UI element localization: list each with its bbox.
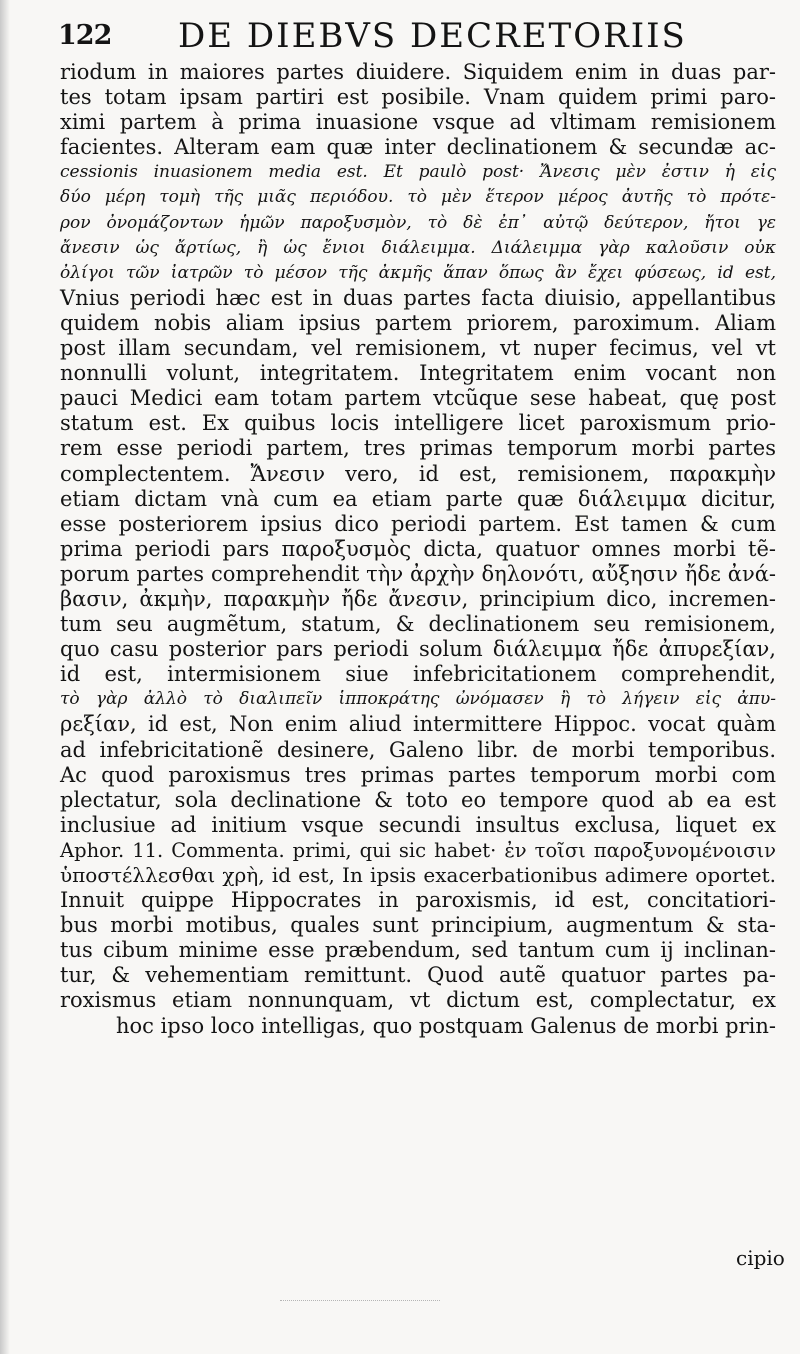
text-line: tum seu augmẽtum, statum, & declinationem seu remisionem, [60, 612, 776, 637]
text-line: ximi partem à prima inuasione vsque ad vltimam remisionem [60, 110, 776, 135]
text-line: βασιν, ἀκμὴν, παρακμὴν ἤδε ἄνεσιν, principium dico, incremen- [60, 586, 776, 611]
text-line: post illam secundam, vel remisionem, vt nuper fecimus, vel vt [60, 336, 776, 361]
text-line: cessionis inuasionem media est. Et paulò post· Ἄνεσις μὲν ἐστιν ἡ εἰς [60, 162, 776, 183]
text-line: facientes. Alteram eam quæ inter declinationem & secundæ ac- [60, 135, 776, 160]
text-line: δύο μέρη τομὴ τῆς μιᾶς περιόδου. τὸ μὲν ἕτερον μέρος ἀυτῆς τὸ πρότε- [60, 187, 776, 208]
text-line: tes totam ipsam partiri est posibile. Vnam quidem primi paro- [60, 85, 776, 110]
text-line: pauci Medici eam totam partem vtcũque sese habeat, quę post [60, 386, 776, 411]
body-text [60, 60, 776, 1039]
text-line: Aphor. 11. Commenta. primi, qui sic habet· ἐν τοῖσι παροξυνομένοισιν [60, 838, 776, 862]
text-line: statum est. Ex quibus locis intelligere licet paroxismum prio- [60, 411, 776, 436]
text-line: ρεξίαν, id est, Non enim aliud intermittere Hippoc. vocat quàm [60, 712, 776, 737]
text-line: bus morbi motibus, quales sunt principium, augmentum & sta- [60, 913, 776, 938]
text-line: hoc ipso loco intelligas, quo postquam Galenus de morbi prin- [115, 1013, 776, 1038]
text-line: esse posteriorem ipsius dico periodi partem. Est tamen & cum [60, 511, 776, 536]
text-line: ad infebricitationẽ desinere, Galeno libr. de morbi temporibus. [60, 737, 776, 762]
footer-ornament-rule [280, 1300, 440, 1301]
text-line: prima periodi pars παροξυσμὸς dicta, quatuor omnes morbi tẽ- [60, 536, 776, 561]
text-line: inclusiue ad initium vsque secundi insultus exclusa, liquet ex [60, 812, 776, 837]
text-line: ρον ὀνομάζοντων ἡμῶν παροξυσμὸν, τὸ δὲ ἐπ᾽ αὐτῷ δεύτερον, ἤτοι γε [60, 212, 776, 233]
page-number: 122 [58, 20, 112, 51]
text-line: tus cibum minime esse præbendum, sed tantum cum ij inclinan- [60, 938, 776, 963]
text-line: quidem nobis aliam ipsius partem priorem, paroximum. Aliam [60, 310, 776, 335]
text-line: etiam dictam vnà cum ea etiam parte quæ διάλειμμα dicitur, [60, 486, 776, 511]
text-line: Vnius periodi hæc est in duas partes facta diuisio, appellantibus [60, 285, 776, 310]
text-line: riodum in maiores partes diuidere. Siquidem enim in duas par- [60, 60, 776, 84]
text-line: porum partes comprehendit τὴν ἀρχὴν δηλονότι, αὔξησιν ἤδε ἀνά- [60, 561, 776, 586]
text-line: quo casu posterior pars periodi solum διάλειμμα ἤδε ἀπυρεξίαν, [60, 637, 776, 662]
text-line: roxismus etiam nonnunquam, vt dictum est, complectatur, ex [60, 988, 776, 1013]
text-line: tur, & vehementiam remittunt. Quod autẽ quatuor partes pa- [60, 963, 776, 988]
text-line: complectentem. Ἄνεσιν vero, id est, remisionem, παρακμὴν [60, 461, 776, 486]
text-line: id est, intermisionem siue infebricitationem comprehendit, [60, 662, 776, 687]
running-title: DE DIEBVS DECRETORIIS [178, 16, 687, 56]
text-line: τὸ γὰρ ἀλλὸ τὸ διαλιπεῖν ἱπποκράτης ὠνόμασεν ἢ τὸ λήγειν εἰς ἀπυ- [60, 689, 776, 710]
text-line: ὀλίγοι τῶν ἰατρῶν τὸ μέσον τῆς ἀκμῆς ἅπαν ὅπως ἂν ἔχει φύσεως, id est, [60, 262, 776, 283]
catchword: cipio [736, 1246, 785, 1270]
text-line: rem esse periodi partem, tres primas temporum morbi partes [60, 436, 776, 461]
text-line: ὑποστέλλεσθαι χρὴ, id est, In ipsis exacerbationibus adimere oportet. [60, 863, 776, 887]
text-line: Ac quod paroxismus tres primas partes temporum morbi com [60, 762, 776, 787]
text-line: ἄνεσιν ὡς ἄρτίως, ἢ ὡς ἔνιοι διάλειμμα. Διάλειμμα γὰρ καλοῦσιν οὐκ [60, 237, 776, 258]
page-header [58, 16, 758, 60]
page-edge-shadow [0, 0, 10, 1354]
text-line: nonnulli volunt, integritatem. Integritatem enim vocant non [60, 361, 776, 386]
text-line: Innuit quippe Hippocrates in paroxismis, id est, concitatiori- [60, 888, 776, 913]
text-line: plectatur, sola declinatione & toto eo tempore quod ab ea est [60, 787, 776, 812]
